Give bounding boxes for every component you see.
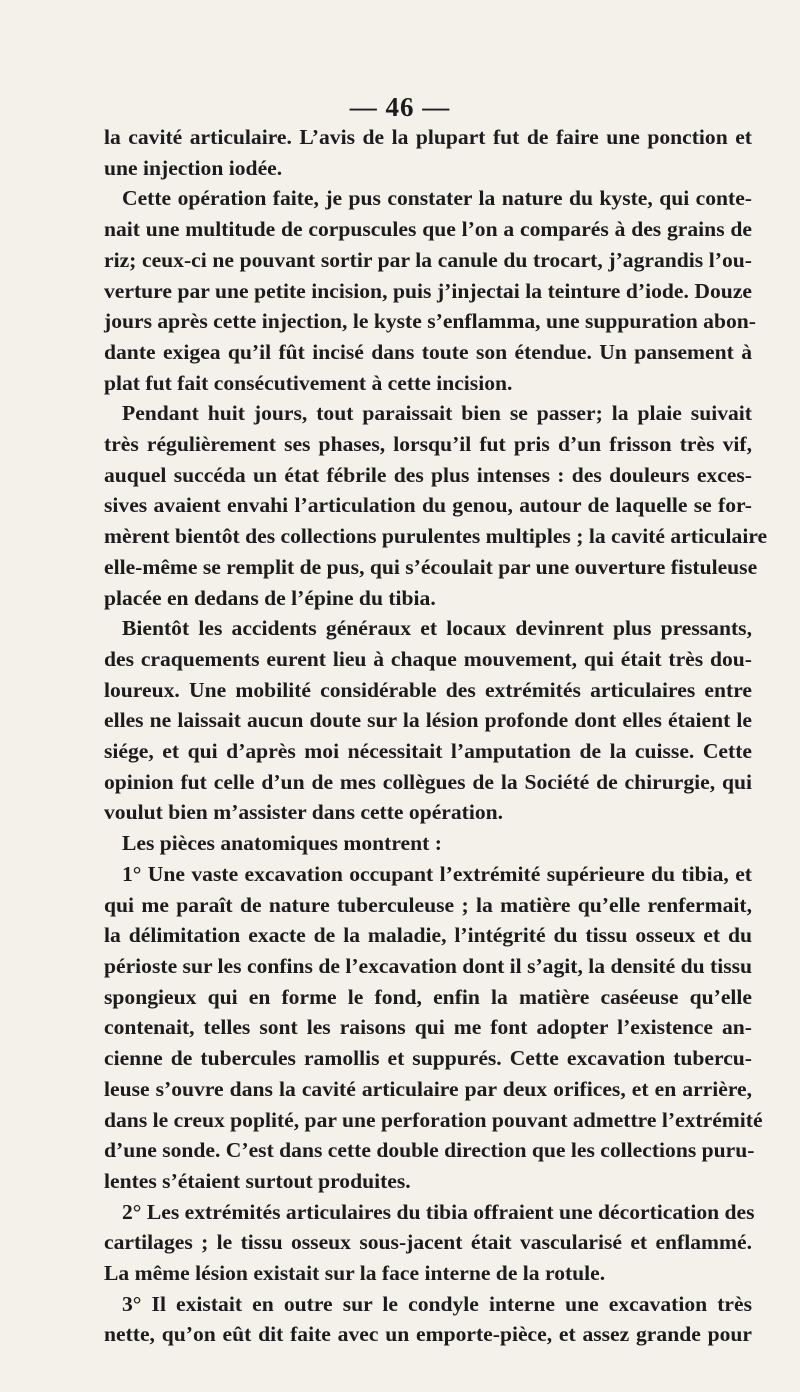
text-line: spongieux qui en forme le fond, enfin la matière caséeuse qu’elle <box>104 984 752 1009</box>
text-line: cienne de tubercules ramollis et suppurés. Cette excavation tubercu- <box>104 1046 752 1071</box>
text-line: sives avaient envahi l’articulation du genou, autour de laquelle se for- <box>104 493 752 518</box>
text-line: Cette opération faite, je pus constater la nature du kyste, qui conte- <box>122 186 752 211</box>
text-line: mèrent bientôt des collections purulentes multiples ; la cavité articulaire <box>104 524 768 549</box>
text-line: périoste sur les confins de l’excavation dont il s’agit, la densité du tissu <box>104 953 753 978</box>
text-line: Bientôt les accidents généraux et locaux devinrent plus pressants, <box>122 616 752 641</box>
text-line: la délimitation exacte de la maladie, l’intégrité du tissu osseux et du <box>104 923 752 948</box>
text-line: 3° Il existait en outre sur le condyle interne une excavation très <box>122 1291 752 1316</box>
text-line: riz; ceux-ci ne pouvant sortir par la canule du trocart, j’agrandis l’ou- <box>104 247 752 272</box>
paragraph <box>104 828 752 859</box>
paragraph <box>104 613 752 828</box>
page-number: — 46 — <box>349 92 451 122</box>
text-line: auquel succéda un état fébrile des plus intenses : des douleurs exces- <box>104 462 752 487</box>
text-line: contenait, telles sont les raisons qui me font adopter l’existence an- <box>104 1015 752 1040</box>
text-line: nait une multitude de corpuscules que l’on a comparés à des grains de <box>104 217 752 242</box>
text-line: opinion fut celle d’un de mes collègues de la Société de chirurgie, qui <box>104 769 752 794</box>
paragraph <box>104 859 763 1197</box>
text-line: la cavité articulaire. L’avis de la plupart fut de faire une ponction et <box>104 125 752 149</box>
text-line: d’une sonde. C’est dans cette double direction que les collections puru- <box>104 1138 755 1163</box>
text-line: 1° Une vaste excavation occupant l’extrémité supérieure du tibia, et <box>122 861 752 886</box>
body-text <box>104 122 768 1350</box>
text-line: plat fut fait consécutivement à cette incision. <box>104 370 513 395</box>
text-line: Pendant huit jours, tout paraissait bien se passer; la plaie suivait <box>122 401 752 426</box>
text-line: lentes s’étaient surtout produites. <box>104 1168 411 1193</box>
text-line: 2° Les extrémités articulaires du tibia offraient une décortication des <box>122 1199 755 1224</box>
paragraph <box>104 1197 755 1289</box>
text-line: siége, et qui d’après moi nécessitait l’amputation de la cuisse. Cette <box>104 739 752 764</box>
text-line: qui me paraît de nature tuberculeuse ; la matière qu’elle renfermait, <box>104 892 752 917</box>
text-line: cartilages ; le tissu osseux sous-jacent était vascularisé et enflammé. <box>104 1230 752 1255</box>
text-line: dante exigea qu’il fût incisé dans toute son étendue. Un pansement à <box>104 339 752 364</box>
text-line: des craquements eurent lieu à chaque mouvement, qui était très dou- <box>104 646 752 671</box>
text-line: une injection iodée. <box>104 155 283 180</box>
text-line: elles ne laissait aucun doute sur la lésion profonde dont elles étaient le <box>104 708 752 733</box>
text-line: voulut bien m’assister dans cette opération. <box>104 800 504 825</box>
text-line: Les pièces anatomiques montrent : <box>122 831 442 856</box>
text-line: jours après cette injection, le kyste s’enflamma, une suppuration abon- <box>104 309 756 334</box>
text-line: leuse s’ouvre dans la cavité articulaire par deux orifices, et en arrière, <box>104 1076 752 1101</box>
text-line: nette, qu’on eût dit faite avec un emporte-pièce, et assez grande pour <box>104 1322 752 1347</box>
paragraph <box>104 183 756 398</box>
paragraph <box>104 398 768 613</box>
text-line: loureux. Une mobilité considérable des extrémités articulaires entre <box>104 677 752 702</box>
text-line: elle-même se remplit de pus, qui s’écoulait par une ouverture fistuleuse <box>104 554 758 579</box>
text-line: très régulièrement ses phases, lorsqu’il fut pris d’un frisson très vif, <box>104 432 752 457</box>
text-line: verture par une petite incision, puis j’injectai la teinture d’iode. Douze <box>104 278 752 303</box>
text-line: dans le creux poplité, par une perforation pouvant admettre l’extrémité <box>104 1107 763 1132</box>
text-line: placée en dedans de l’épine du tibia. <box>104 585 436 610</box>
paragraph <box>104 122 752 183</box>
paragraph <box>104 1289 752 1350</box>
text-line: La même lésion existait sur la face interne de la rotule. <box>104 1261 606 1286</box>
